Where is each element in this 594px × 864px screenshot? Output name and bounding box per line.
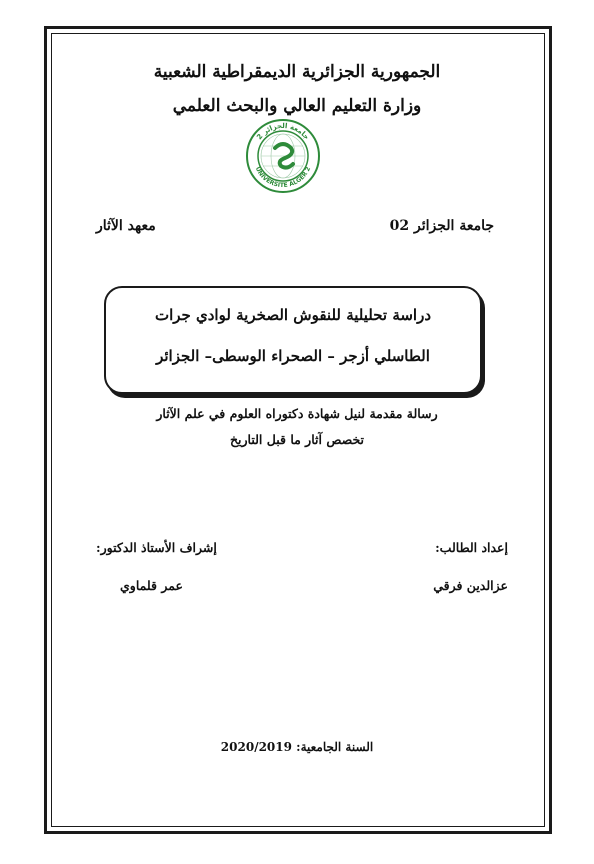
- seal-latin-text: UNIVERSITE ALGER 2: [253, 165, 313, 190]
- thesis-title-line-2: الطاسلي أزجر – الصحراء الوسطى– الجزائر: [156, 347, 430, 365]
- thesis-title-line-1: دراسة تحليلية للنقوش الصخرية لوادي جرات: [154, 306, 432, 324]
- university-seal-icon: [245, 118, 321, 194]
- student-name: عزالدين فرقي: [433, 578, 508, 593]
- specialization: تخصص آثار ما قبل التاريخ: [229, 432, 365, 447]
- title-box: [104, 286, 482, 394]
- university-name: جامعة الجزائر 02: [389, 218, 494, 234]
- ministry-heading: وزارة التعليم العالي والبحث العلمي: [172, 96, 422, 116]
- supervisor-label: إشراف الأستاذ الدكتور:: [96, 540, 217, 555]
- thesis-statement: رسالة مقدمة لنيل شهادة دكتوراه العلوم في علم الآثار: [156, 406, 438, 421]
- prepared-by-label: إعداد الطالب:: [435, 540, 508, 555]
- academic-year: السنة الجامعية: 2020/2019: [220, 740, 374, 754]
- supervisor-name: عمر قلماوي: [120, 578, 183, 593]
- institute-name: معهد الآثار: [96, 218, 156, 234]
- seal-arabic-text: جامعة الجزائر 2: [255, 121, 311, 142]
- republic-heading: الجمهورية الجزائرية الديمقراطية الشعبية: [153, 62, 441, 82]
